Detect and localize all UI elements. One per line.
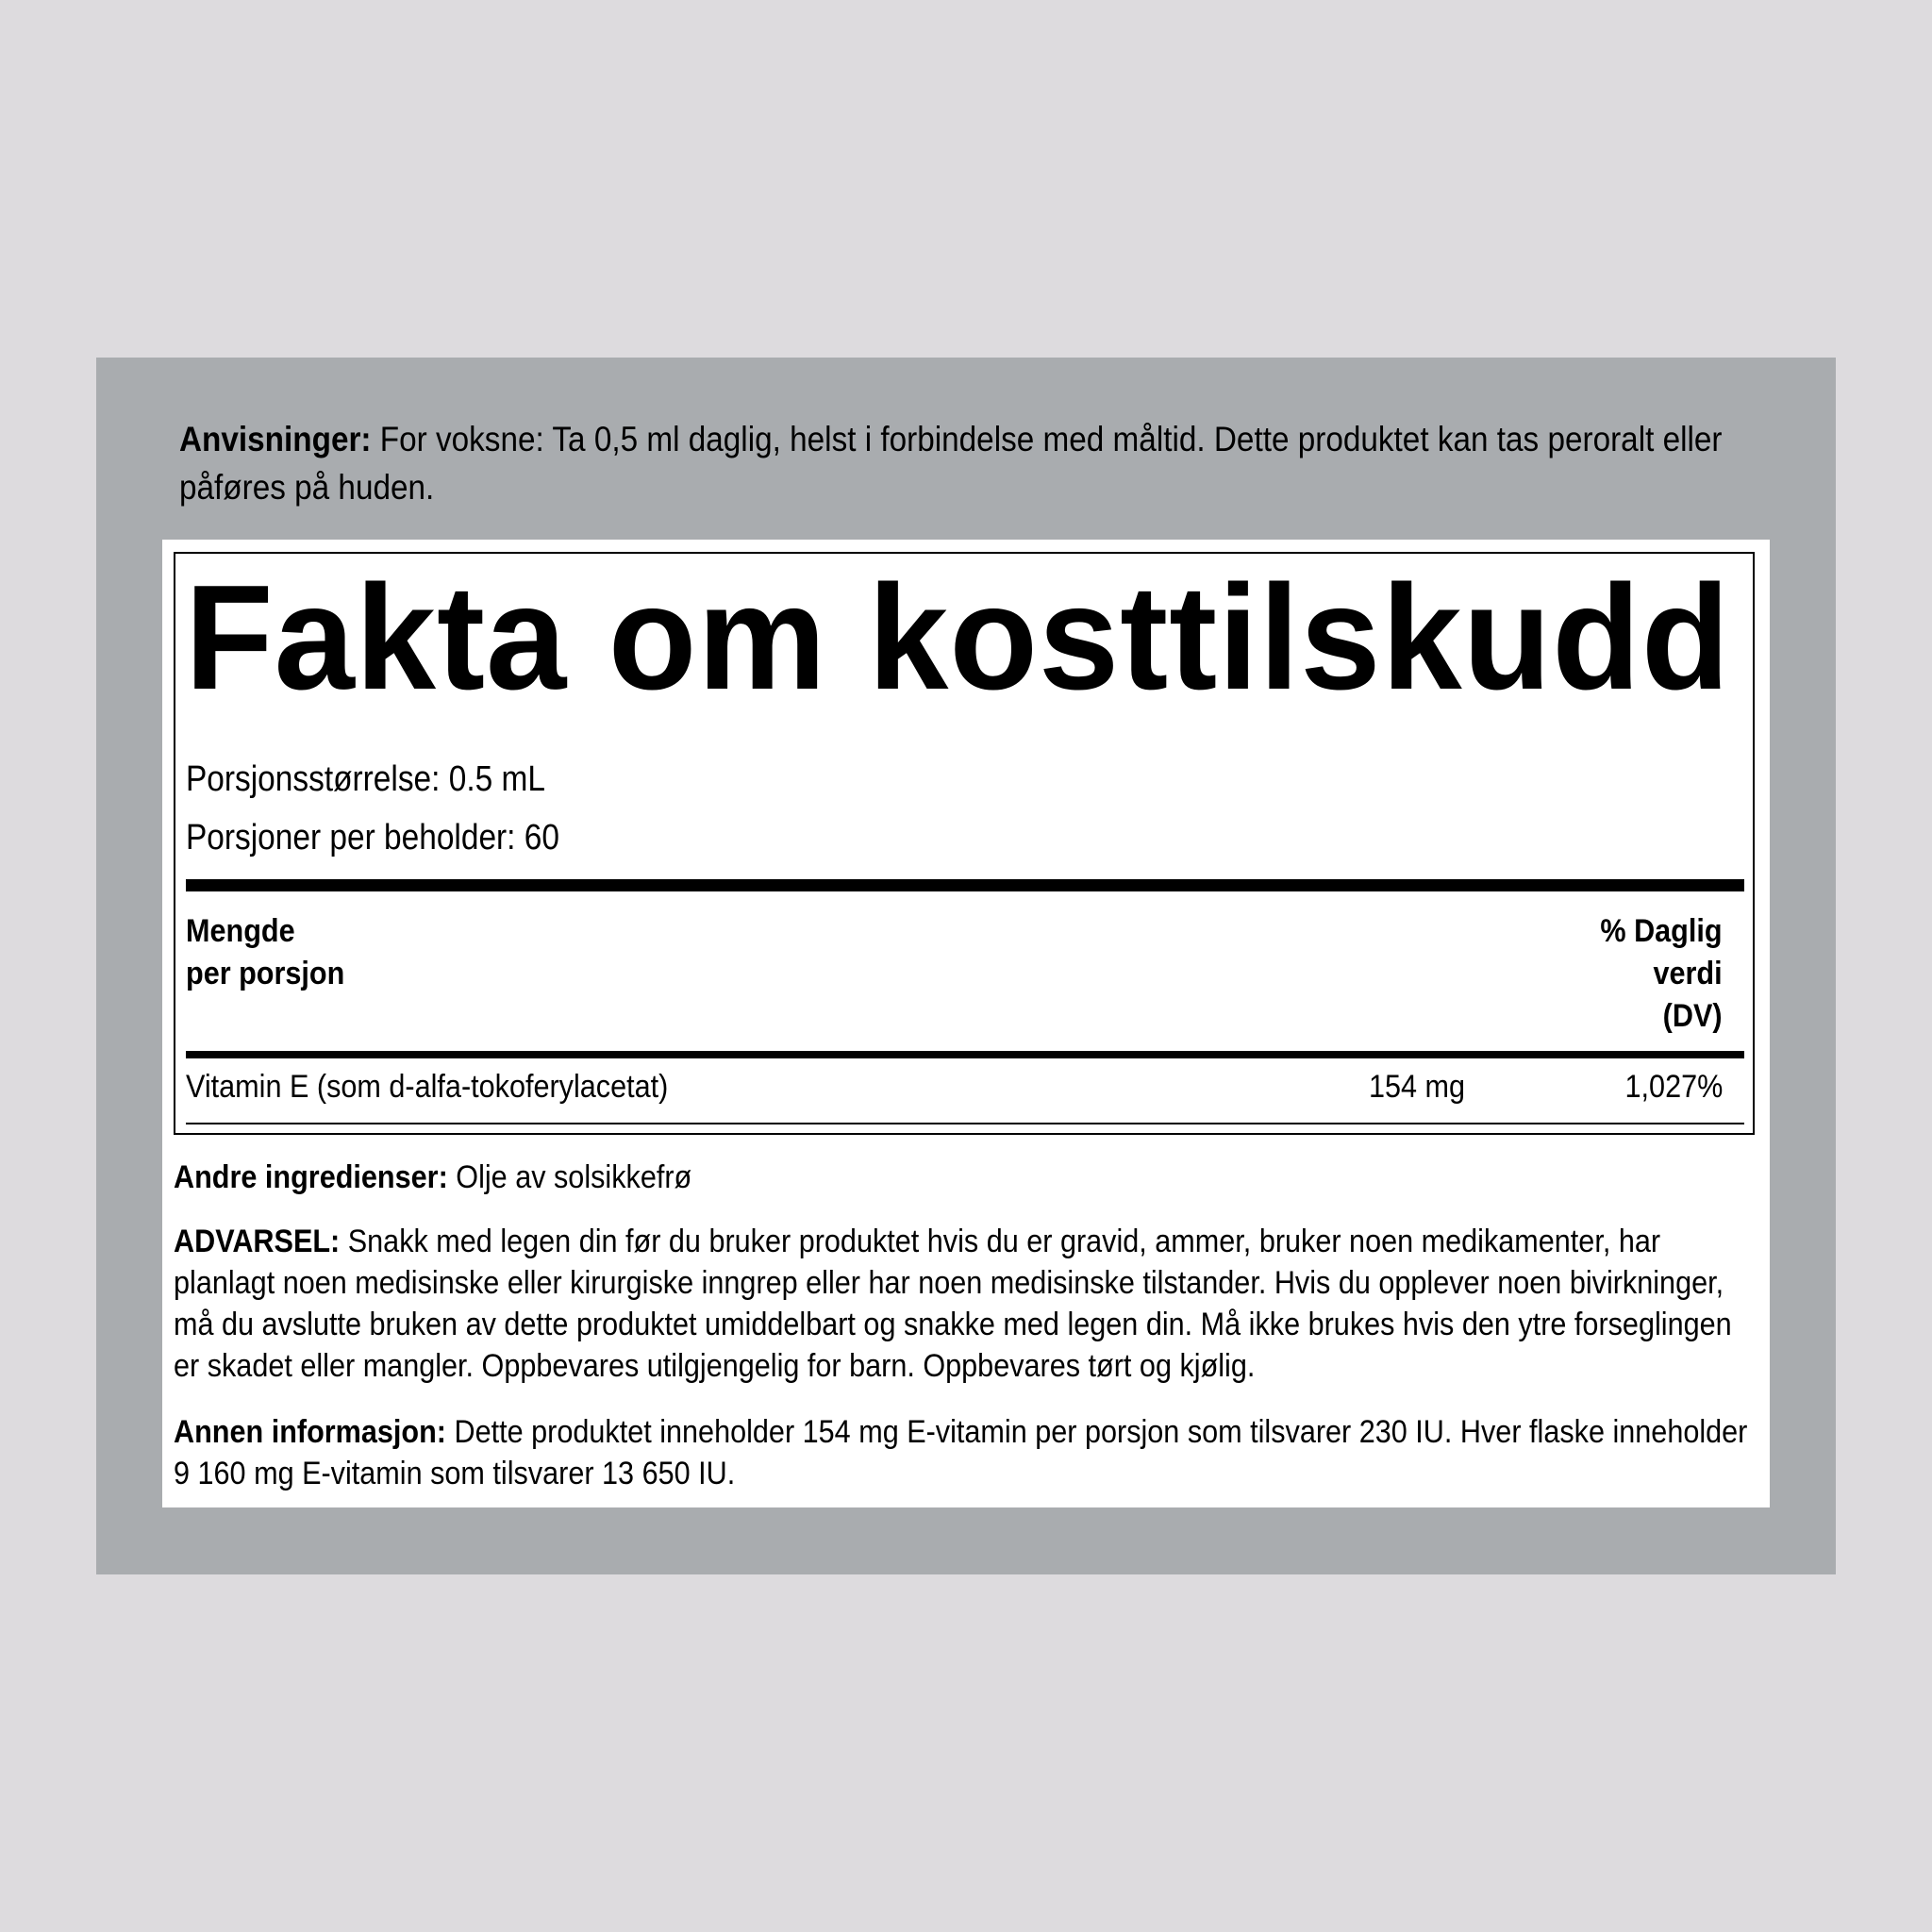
- directions-text: [179, 415, 1763, 511]
- other-info-body: Dette produktet inneholder 154 mg E-vitamin per porsjon som tilsvarer 230 IU. Hver flaske inneholder 9 160 mg E-vitamin som tilsvarer 13 650 IU.: [174, 1414, 1748, 1491]
- amount-per-serving-header: [186, 910, 344, 995]
- divider-thick: [186, 879, 1744, 891]
- nutrient-amount: 154 mg: [1369, 1069, 1466, 1105]
- header-left-line-2: per porsjon: [186, 956, 345, 991]
- facts-title: Fakta om kosttilskudd: [185, 555, 1731, 721]
- nutrient-daily-value: 1,027%: [1624, 1069, 1723, 1105]
- warning-body: Snakk med legen din før du bruker produktet hvis du er gravid, ammer, bruker noen medikamenter, har planlagt noen medisinske eller kirurgiske inngrep eller har noen medisinske tilstander. Hvis du opplever noen bivirkninger, må du avslutte bruken av dette produktet umiddelbart og snakke med legen din. Må ikke brukes hvis den ytre forseglingen er skadet eller mangler. Oppbevares utilgjengelig for barn. Oppbevares tørt og kjølig.: [174, 1224, 1732, 1384]
- divider-medium: [186, 1051, 1744, 1058]
- header-right-line-3: (DV): [1663, 998, 1723, 1034]
- header-right-line-1: % Daglig: [1600, 913, 1723, 949]
- daily-value-header: [1601, 910, 1723, 1038]
- other-info-label: Annen informasjon:: [174, 1414, 446, 1450]
- divider-thin: [186, 1123, 1744, 1124]
- warning-label: ADVARSEL:: [174, 1224, 341, 1259]
- header-right-line-2: verdi: [1653, 956, 1723, 991]
- other-info: [174, 1411, 1759, 1494]
- servings-per-container: Porsjoner per beholder: 60: [186, 818, 559, 858]
- nutrient-name: Vitamin E (som d-alfa-tokoferylacetat): [186, 1069, 669, 1105]
- other-ingredients-label: Andre ingredienser:: [174, 1159, 448, 1195]
- directions-label: Anvisninger:: [179, 420, 372, 458]
- other-ingredients-body: Olje av solsikkefrø: [447, 1159, 692, 1195]
- other-ingredients: [174, 1157, 1759, 1198]
- header-left-line-1: Mengde: [186, 913, 295, 949]
- directions-body: For voksne: Ta 0,5 ml daglig, helst i forbindelse med måltid. Dette produktet kan tas peroralt eller påføres på huden.: [179, 420, 1723, 507]
- serving-size: Porsjonsstørrelse: 0.5 mL: [186, 759, 545, 799]
- warning: [174, 1221, 1759, 1387]
